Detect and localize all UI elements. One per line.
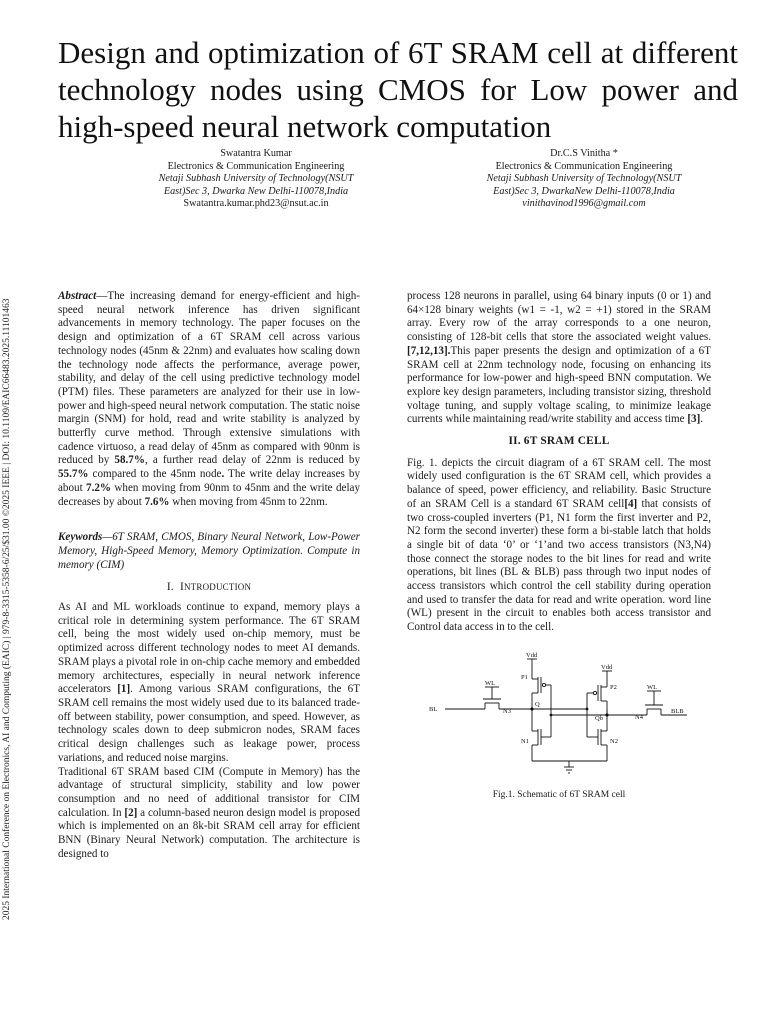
read-delay-reduction-22nm: 55.7% — [58, 468, 89, 481]
p1-label: P1 — [521, 673, 528, 681]
write-delay-decrease: 7.6% — [144, 495, 170, 508]
left-column — [58, 290, 360, 861]
blb-label: BLB — [671, 707, 684, 715]
p2-label: P2 — [610, 683, 617, 691]
citation: [1] — [117, 683, 131, 696]
write-delay-increase: 7.2% — [86, 481, 112, 494]
figure-caption: Fig.1. Schematic of 6T SRAM cell — [492, 789, 626, 800]
vdd-label-left: Vdd — [526, 651, 538, 659]
citation: [7,12,13]. — [407, 344, 451, 357]
author-email: vinithavinod1996@gmail.com — [522, 198, 646, 209]
qb-node-label: Qb — [595, 714, 603, 722]
n2-label: N2 — [610, 737, 618, 745]
wl-label-right: WL — [647, 683, 658, 691]
section-heading-introduction: I. INTRODUCTION — [166, 581, 252, 594]
read-delay-reduction-45nm: 58.7% — [114, 454, 145, 467]
keywords: Keywords—6T SRAM, CMOS, Binary Neural Network, Low-Power Memory, High-Speed Memory, Memory Optimization. Compute in memory (CIM) — [58, 531, 360, 571]
paper-title: Design and optimization of 6T SRAM cell at different technology nodes using CMOS for Low power and high-speed neural network computation — [58, 35, 738, 144]
author-block-2 — [434, 148, 734, 211]
citation: [4] — [624, 497, 638, 510]
author-affiliation-line-1: Netaji Subhash University of Technology(NSUT — [486, 173, 682, 184]
author-block-1 — [106, 148, 406, 211]
author-dept: Electronics & Communication Engineering — [495, 160, 673, 172]
citation: [2] — [124, 806, 138, 819]
intro-paragraph-2: Traditional 6T SRAM based CIM (Compute in Memory) has the advantage of structural simplicity, stability and low power consumption and no need of additional transistor for CIM calculation. In [2] a column-based neuron design model is proposed which is implemented on an 8k-bit SRAM cell array for efficient BNN (Binary Neural Network) computation. The architecture is designed to — [58, 765, 360, 860]
author-dept: Electronics & Communication Engineering — [167, 160, 345, 172]
author-email: Swatantra.kumar.phd23@nsut.ac.in — [183, 198, 329, 209]
intro-paragraph-1: As AI and ML workloads continue to expand, memory plays a critical role in determining system performance. The 6T SRAM cell, being the most widely used on-chip memory, must be optimized across different technology nodes to meet AI demands. SRAM plays a pivotal role in on-chip cache memory and embedded memory architectures, especially in neural network inference accelerators [1]. Among various SRAM configurations, the 6T SRAM cell remains the most widely used due to its balanced trade-off between stability, power consumption, and speed. However, as technology scales down to deep submicron nodes, SRAM faces critical design challenges such as leakage power, process variations, and reduced noise margins. — [58, 601, 361, 764]
author-affiliation-line-1: Netaji Subhash University of Technology(NSUT — [158, 173, 354, 184]
author-affiliation-line-2: East)Sec 3, Dwarka New Delhi-110078,India — [163, 185, 349, 197]
author-name: Dr.C.S Vinitha * — [550, 148, 618, 159]
n4-label: N4 — [635, 713, 643, 721]
q-node-label: Q — [535, 700, 540, 708]
abstract: Abstract—The increasing demand for energy-efficient and high-speed neural network inference has driven significant advancements in memory technology. The paper focuses on the design and optimization of a 6T SRAM cell across various technology nodes (45nm & 22nm) and evaluates how scaling down the technology node affects the performance, average power, stability, and delay of the cell using predictive technology model (PTM) files. These parameters are analyzed for their use in low-power and high-speed neural network computation. The static noise margin (SNM) for hold, read and write stability is analyzed by butterfly curve method. Through extensive simulations with cadence virtuoso, a read delay of 45nm as compared with 90nm is reduced by 58.7%, a further read delay of 22nm is reduced by 55.7% compared to the 45nm node. The write delay increases by about 7.2% when moving from 90nm to 45nm and the write delay decreases by about 7.6% when moving from 45nm to 22nm. — [58, 290, 360, 508]
wl-label-left: WL — [485, 679, 496, 687]
vdd-label-right: Vdd — [601, 663, 613, 671]
author-affiliation-line-2: East)Sec 3, DwarkaNew Delhi-110078,India — [493, 185, 675, 197]
sram-schematic-diagram — [425, 649, 695, 777]
citation: [3] — [687, 413, 701, 426]
abstract-heading: Abstract — [58, 290, 97, 302]
section-heading-6t-sram-cell: II. 6T SRAM CELL — [508, 435, 610, 448]
right-column — [407, 290, 711, 799]
figure-6t-sram-schematic — [407, 649, 711, 799]
n3-label: N3 — [503, 707, 511, 715]
sram-paragraph: Fig. 1. depicts the circuit diagram of a 6T SRAM cell. The most widely used configuration is the 6T SRAM cell, which provides a balance of speed, power efficiency, and reliability. Basic Structure of an SRAM Cell is a standard 6T SRAM cell[4] that consists of two cross-coupled inverters (P1, N1 form the first inverter and P2, N2 form the second inverter) these form a bi-stable latch that holds a single bit of data ‘0’ or ‘1’and two access transistors (N3,N4) those connect the storage nodes to the bit lines for read and write operations, bit lines (BL & BLB) pass through two input nodes of access transistors which control the cell stability during operation and used to transfer the data for read and write operation. word line (WL) present in the circuit to enables both access transistor and Control data access in to the cell. — [407, 456, 711, 634]
n1-label: N1 — [521, 737, 529, 745]
author-name: Swatantra Kumar — [220, 148, 292, 159]
intro-paragraph-3: process 128 neurons in parallel, using 64 binary inputs (0 or 1) and 64×128 binary weights (w1 = -1, w2 = +1) stored in the SRAM array. Every row of the array corresponds to a one neuron, consisting of 128-bit cells that store the associated weight values. [7,12,13].This paper presents the design and optimization of a 6T SRAM cell at 22nm technology node, focusing on enhancing its performance for low-power and high-speed BNN computation. We explore key design parameters, including transistor sizing, threshold voltage tuning, and supply voltage scaling, to minimize leakage currents while maintaining read/write stability and access time [3]. — [407, 290, 711, 426]
keywords-heading: Keywords — [58, 531, 103, 544]
bl-label: BL — [429, 705, 438, 713]
